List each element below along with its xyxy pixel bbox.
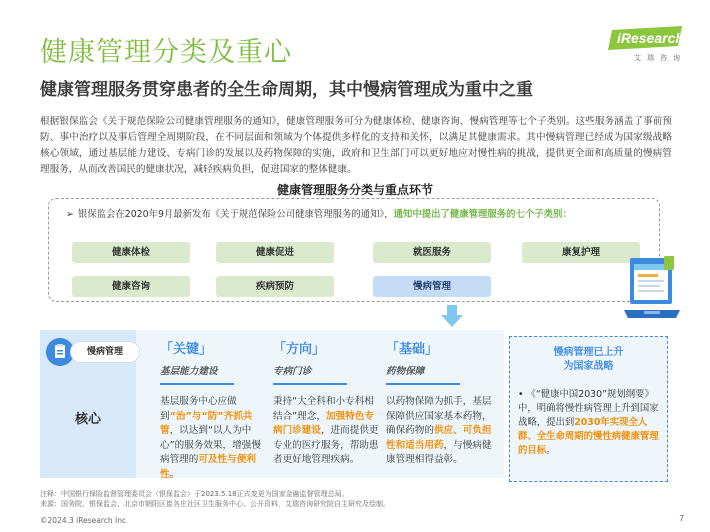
column-subheading: 专病门诊 bbox=[273, 363, 347, 385]
logo-name: Research bbox=[620, 30, 684, 46]
strategy-title: 慢病管理已上升 为国家战略 bbox=[553, 347, 624, 372]
bullet-icon: • bbox=[518, 389, 524, 400]
service-medical-visit: 就医服务 bbox=[373, 242, 491, 263]
column-body: 秉持“大全科和小专科相结合”理念，加强特色专病门诊建设，进而提供更专业的医疗服务，帮助患者更好地管理疾病。 bbox=[273, 396, 379, 465]
focus-column-foundation bbox=[386, 338, 492, 468]
copyright: ©2024.3 iResearch Inc bbox=[40, 516, 127, 525]
logo-badge-icon bbox=[608, 26, 686, 52]
column-body: 以药物保障为抓手，基层保障供应国家基本药物，确保药物的供应、可负担性和适当用药，与慢病健康管理相得益彰。 bbox=[386, 396, 492, 465]
service-health-promotion: 健康促进 bbox=[216, 242, 334, 263]
service-health-consult: 健康咨询 bbox=[72, 276, 190, 297]
notice-body: 银保监会在2020年9月最新发布《关于规范保险公司健康管理服务的通知》， bbox=[77, 209, 394, 220]
strategy-body: • 《“健康中国2030”规划纲要》中，明确将慢性病管理上升到国家战略，提出到2030年实现全人群、全生命周期的慢性病健康管理的目标。 bbox=[518, 389, 659, 456]
page-subtitle: 健康管理服务贯穿患者的全生命周期，其中慢病管理成为重中之重 bbox=[40, 80, 533, 100]
logo-prefix: i bbox=[617, 30, 621, 46]
logo-subtitle: 艾瑞咨询 bbox=[634, 54, 686, 62]
column-subheading: 药物保障 bbox=[386, 363, 460, 385]
service-disease-prevention: 疾病预防 bbox=[216, 276, 334, 297]
core-label: 核心 bbox=[74, 412, 101, 427]
focus-column-key bbox=[160, 338, 266, 482]
notes bbox=[40, 490, 680, 509]
arrow-bullet-icon: ➢ bbox=[66, 209, 74, 220]
column-heading: 「关键」 bbox=[160, 342, 213, 357]
service-health-checkup: 健康体检 bbox=[72, 242, 190, 263]
column-heading: 「方向」 bbox=[273, 342, 326, 357]
service-rehab-care: 康复护理 bbox=[522, 242, 640, 263]
page-number: 7 bbox=[679, 514, 684, 523]
section-title: 健康管理服务分类与重点环节 bbox=[276, 183, 433, 197]
notice-highlight: 通知中提出了健康管理服务的七个子类别： bbox=[393, 209, 572, 220]
down-arrow-icon bbox=[441, 305, 463, 327]
note-line: 注释：中国银行保险监督管理委员会（银保监会）于2023.5.18正式变更为国家金融监督管理总局。 bbox=[40, 490, 349, 498]
intro-paragraph: 根据银保监会《关于规范保险公司健康管理服务的通知》，健康管理服务可分为健康体检、健康咨询、慢病管理等七个子类别。这些服务涵盖了事前预防、事中治疗以及事后管理全周期阶段，在不同层面和领域为个体提供多样化的支持和关怀，以满足其健康需求。其中慢病管理已经成为国家级战略核心领域，通过基层能力建设、专病门诊的发展以及药物保障的实施，政府和卫生部门可以更好地应对慢性病的挑战，提供更全面和高质量的慢病管理服务，从而改善国民的健康状况，减轻疾病负担，促进国家的整体健康。 bbox=[40, 116, 672, 175]
iresearch-logo bbox=[608, 26, 686, 63]
source-line: 来源：国务院、银保监会、北京市朝阳区崔各庄社区卫生服务中心、公开资料，艾瑞咨询研究院自主研究及绘制。 bbox=[40, 499, 390, 508]
service-chronic-disease: 慢病管理 bbox=[373, 276, 491, 297]
svg-text:iResearch bbox=[617, 30, 684, 46]
column-subheading: 基层能力建设 bbox=[160, 363, 234, 385]
focus-column-direction bbox=[273, 338, 379, 468]
column-body: 基层服务中心应做到“治”与“防”齐抓共管，以达到“以人为中心”的服务效果，增强慢病管理的可及性与便利性。 bbox=[160, 396, 261, 480]
page-title: 健康管理分类及重心 bbox=[40, 37, 292, 68]
column-heading: 「基础」 bbox=[386, 342, 439, 357]
notice-text bbox=[66, 208, 622, 222]
chronic-management-tag: 慢病管理 bbox=[70, 341, 140, 363]
laptop-illustration-icon bbox=[624, 254, 680, 326]
